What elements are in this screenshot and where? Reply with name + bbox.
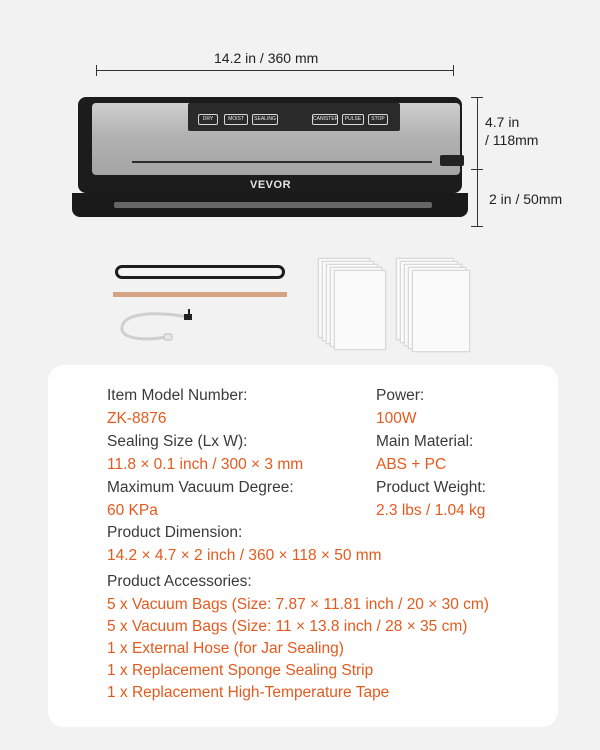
accessory-item: 5 x Vacuum Bags (Size: 11 × 13.8 inch / 28 × 35 cm): [107, 618, 468, 635]
sealing-button-icon: SEALING: [252, 114, 278, 125]
base-dimension-label: 2 in / 50mm: [489, 191, 563, 207]
sealing-size-label: Sealing Size (Lx W):: [107, 433, 248, 450]
height-dimension-tick-top: [471, 97, 483, 98]
small-vacuum-bags-image: [318, 258, 388, 350]
height-dimension-line: [477, 97, 478, 227]
dry-button-icon: DRY: [198, 114, 218, 125]
height-dimension-tick-mid: [471, 169, 483, 170]
material-label: Main Material:: [376, 433, 474, 450]
sponge-sealing-strip-image: [115, 265, 285, 279]
brand-logo: VEVOR: [250, 179, 292, 191]
product-dimension-label: Product Dimension:: [107, 524, 243, 541]
item-model-value: ZK-8876: [107, 410, 167, 427]
sealer-bag-slot: [132, 161, 432, 163]
weight-value: 2.3 lbs / 1.04 kg: [376, 502, 486, 519]
sealer-control-panel: [188, 103, 400, 131]
accessory-item: 1 x Replacement Sponge Sealing Strip: [107, 662, 374, 679]
height-dimension-label-line2: / 118mm: [485, 132, 539, 148]
sealer-cutter-handle: [440, 155, 464, 166]
material-value: ABS + PC: [376, 456, 447, 473]
accessory-item: 1 x Replacement High-Temperature Tape: [107, 684, 390, 701]
height-dimension-label-line1: 4.7 in: [485, 114, 520, 130]
item-model-label: Item Model Number:: [107, 387, 248, 404]
accessory-item: 5 x Vacuum Bags (Size: 7.87 × 11.81 inch / 20 × 30 cm): [107, 596, 489, 613]
stop-button-icon: STOP: [368, 114, 388, 125]
power-label: Power:: [376, 387, 425, 404]
height-dimension-tick-bottom: [471, 226, 483, 227]
sealing-size-value: 11.8 × 0.1 inch / 300 × 3 mm: [107, 456, 304, 473]
width-dimension-tick-right: [453, 65, 454, 76]
accessories-label: Product Accessories:: [107, 573, 252, 590]
width-dimension-line: [96, 70, 454, 71]
pulse-button-icon: PULSE: [342, 114, 364, 125]
specifications-card: [48, 365, 558, 727]
sealer-base-strip: [114, 202, 432, 208]
sealer-steel-panel: [92, 103, 460, 175]
sealer-lid: [78, 97, 462, 193]
max-vacuum-label: Maximum Vacuum Degree:: [107, 479, 294, 496]
max-vacuum-value: 60 KPa: [107, 502, 158, 519]
accessory-item: 1 x External Hose (for Jar Sealing): [107, 640, 344, 657]
vacuum-sealer-image: [72, 97, 468, 219]
canister-button-icon: CANISTER: [312, 114, 338, 125]
width-dimension-tick-left: [96, 65, 97, 76]
external-hose-image: [114, 305, 204, 350]
power-value: 100W: [376, 410, 417, 427]
moist-button-icon: MOIST: [224, 114, 248, 125]
width-dimension-label: 14.2 in / 360 mm: [214, 50, 319, 66]
sealer-base: [72, 193, 468, 217]
weight-label: Product Weight:: [376, 479, 486, 496]
product-dimension-value: 14.2 × 4.7 × 2 inch / 360 × 118 × 50 mm: [107, 547, 382, 564]
large-vacuum-bags-image: [396, 258, 470, 350]
high-temperature-tape-image: [113, 292, 287, 297]
